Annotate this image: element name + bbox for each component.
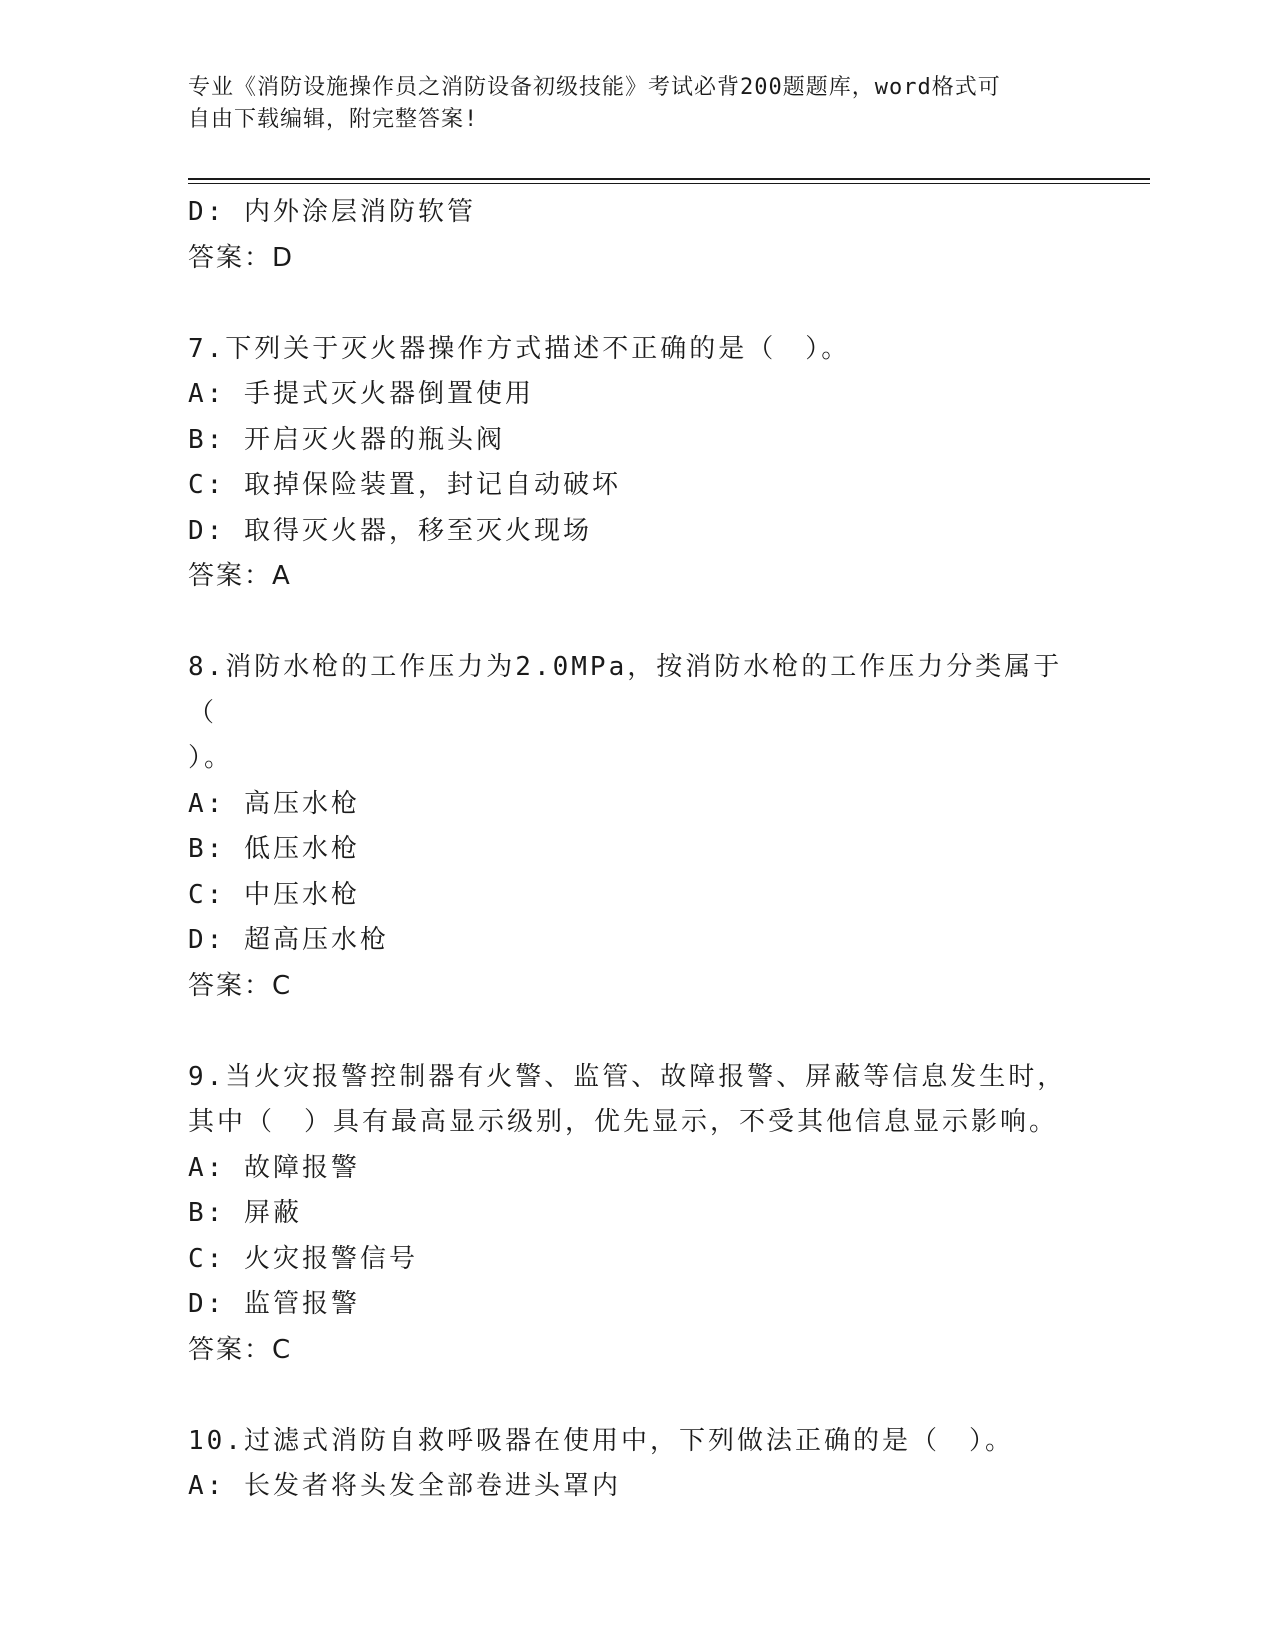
question-stem-continued: 其中（ ）具有最高显示级别，优先显示，不受其他信息显示影响。	[188, 1107, 1059, 1137]
question-10	[188, 1419, 1088, 1510]
option-d: D: 监管报警	[188, 1289, 360, 1319]
option-b: B: 低压水枪	[188, 834, 360, 864]
question-stem: 7.下列关于灭火器操作方式描述不正确的是（ ）。	[188, 333, 851, 364]
question-stem: 10.过滤式消防自救呼吸器在使用中，下列做法正确的是（ ）。	[188, 1425, 1014, 1456]
option-a: A: 手提式灭火器倒置使用	[188, 379, 534, 409]
option-c: C: 取掉保险装置，封记自动破坏	[188, 470, 621, 500]
answer-line: 答案：A	[188, 561, 292, 591]
option-d: D: 内外涂层消防软管	[188, 197, 476, 227]
page-header	[188, 72, 1068, 136]
question-9	[188, 1055, 1088, 1374]
option-b: B: 屏蔽	[188, 1198, 302, 1228]
option-b: B: 开启灭火器的瓶头阀	[188, 424, 505, 455]
question-stem-continued: ）。	[188, 743, 234, 773]
header-line-1: 专业《消防设施操作员之消防设备初级技能》考试必背200题题库，word格式可	[188, 75, 1001, 100]
answer-line: 答案：C	[188, 970, 293, 1001]
question-content	[188, 190, 1088, 1510]
option-a: A: 高压水枪	[188, 788, 360, 819]
option-c: C: 火灾报警信号	[188, 1243, 418, 1274]
option-d: D: 超高压水枪	[188, 925, 389, 955]
option-c: C: 中压水枪	[188, 879, 360, 910]
question-stem: 8.消防水枪的工作压力为2.0MPa，按消防水枪的工作压力分类属于（	[188, 652, 1063, 728]
answer-line: 答案：D	[188, 242, 295, 273]
question-7	[188, 327, 1088, 600]
question-8	[188, 645, 1088, 1009]
header-divider-thin	[188, 183, 1150, 184]
header-line-2: 自由下载编辑，附完整答案!	[188, 107, 479, 132]
header-divider	[188, 178, 1150, 180]
option-a: A: 故障报警	[188, 1152, 360, 1183]
option-a: A: 长发者将头发全部卷进头罩内	[188, 1471, 621, 1501]
answer-line: 答案：C	[188, 1334, 293, 1365]
question-stem: 9.当火灾报警控制器有火警、监管、故障报警、屏蔽等信息发生时，	[188, 1061, 1067, 1092]
option-d: D: 取得灭火器，移至灭火现场	[188, 515, 592, 546]
